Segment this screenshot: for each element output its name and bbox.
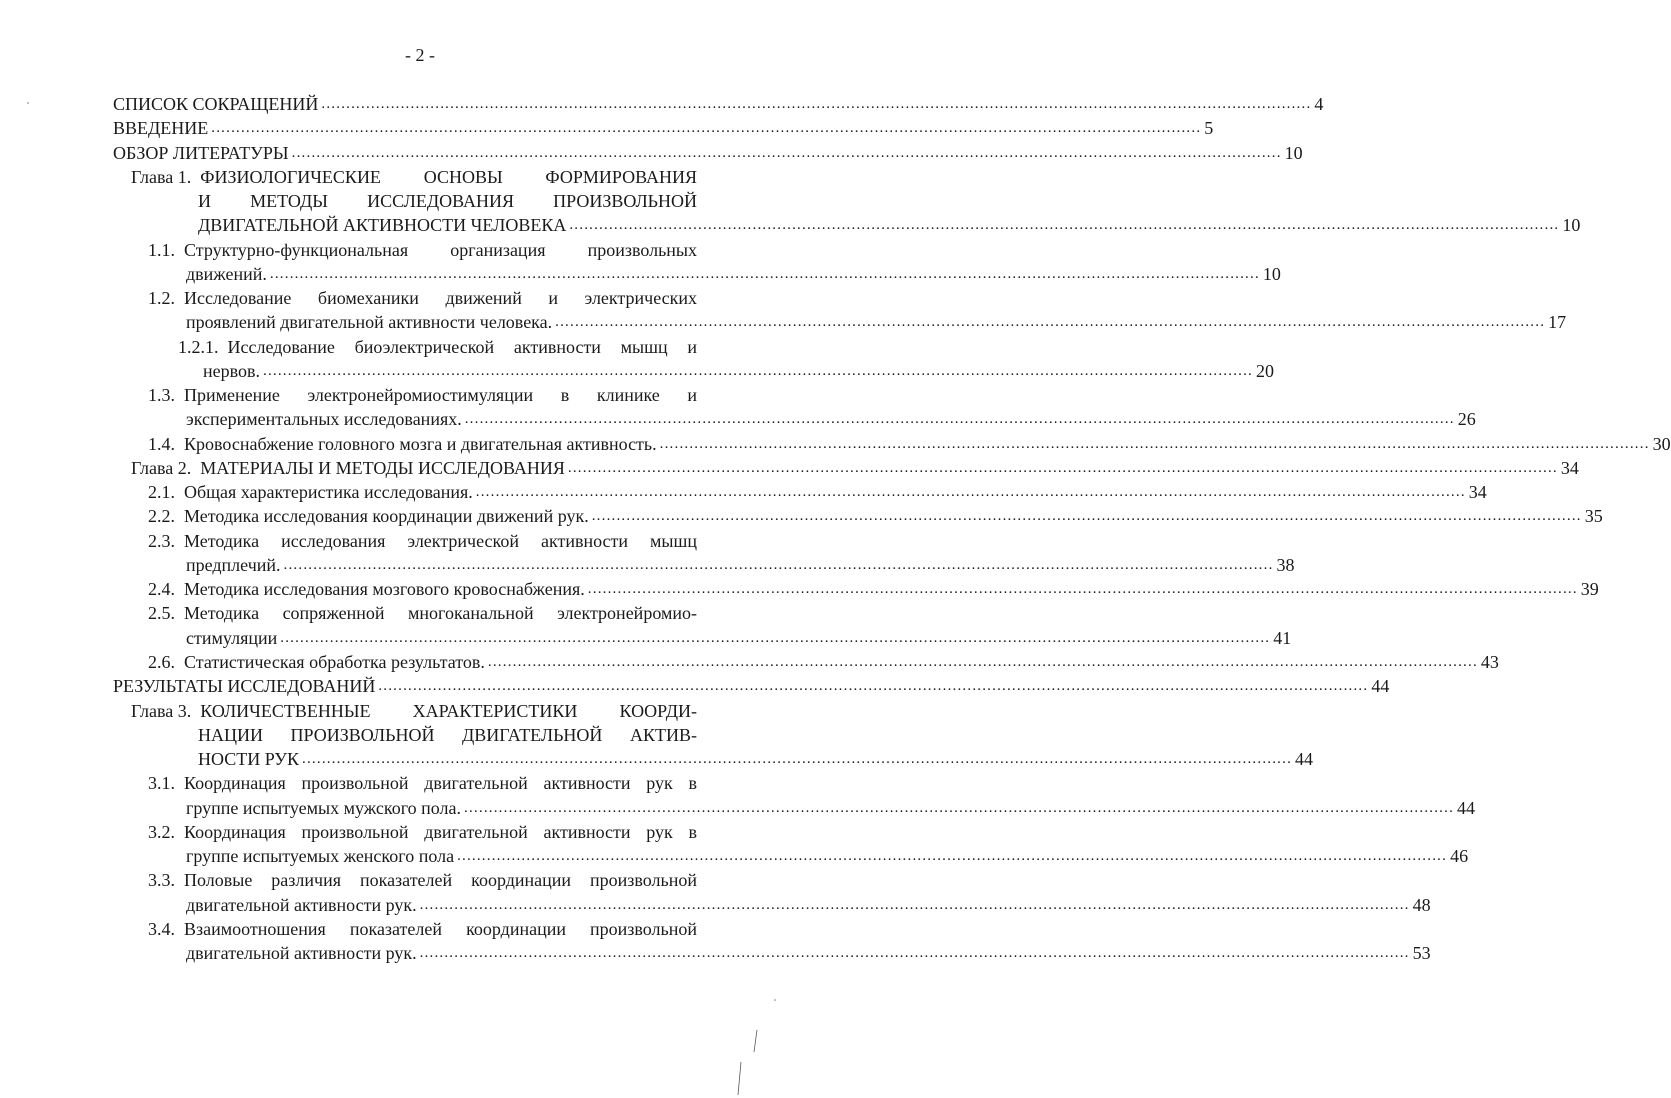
toc-page-number: 41: [1273, 627, 1292, 648]
toc-entry-number: 2.4.: [148, 579, 175, 600]
toc-entry-title: Методика сопряженной многоканальной электронейромио-: [184, 603, 697, 624]
toc-entry-number: 3.2.: [148, 821, 175, 842]
dot-leader: ........................................................................................................................................................................................................: [569, 217, 1560, 234]
toc-page-number: 30: [1652, 433, 1671, 454]
dot-leader: ........................................................................................................................................................................................................: [378, 678, 1369, 695]
dot-leader: ........................................................................................................................................................................................................: [555, 314, 1546, 331]
toc-page-number: 46: [1450, 846, 1469, 867]
dot-leader: ........................................................................................................................................................................................................: [487, 653, 1478, 670]
toc-entry-title: Методика исследования координации движений рук.: [184, 506, 589, 527]
toc-entry-title: Исследование биомеханики движений и электрических: [184, 288, 697, 309]
toc-entry-title: КОЛИЧЕСТВЕННЫЕ ХАРАКТЕРИСТИКИ КООРДИ-: [200, 700, 697, 721]
toc-entry-title: СПИСОК СОКРАЩЕНИЙ: [113, 94, 319, 114]
toc-page-number: 10: [1562, 215, 1581, 236]
toc-page-number: 39: [1580, 579, 1599, 600]
toc-entry-number: 2.1.: [148, 482, 175, 503]
toc-entry-number: 2.6.: [148, 651, 175, 672]
toc-page-number: 10: [1262, 263, 1281, 284]
scan-dot: [774, 999, 776, 1001]
toc-page-number: 34: [1468, 482, 1487, 503]
scan-dot: [27, 102, 29, 104]
toc-entry-number: 1.1.: [148, 239, 175, 260]
dot-leader: ........................................................................................................................................................................................................: [419, 896, 1410, 913]
toc-entry-title: Структурно-функциональная организация произвольных: [184, 239, 697, 260]
dot-leader: ........................................................................................................................................................................................................: [457, 848, 1448, 865]
toc-page-number: 44: [1295, 749, 1314, 770]
dot-leader: ........................................................................................................................................................................................................: [280, 629, 1271, 646]
toc-entry-title: Половые различия показателей координации произвольной: [184, 870, 697, 891]
dot-leader: ........................................................................................................................................................................................................: [464, 411, 1455, 428]
dot-leader: ........................................................................................................................................................................................................: [321, 96, 1312, 112]
toc-entry-title: НОСТИ РУК: [198, 749, 300, 770]
dot-leader: ........................................................................................................................................................................................................: [263, 362, 1253, 379]
toc-entry-title: группе испытуемых женского пола: [186, 846, 455, 867]
dot-leader: ........................................................................................................................................................................................................: [291, 144, 1282, 161]
toc-entry-title: НАЦИИ ПРОИЗВОЛЬНОЙ ДВИГАТЕЛЬНОЙ АКТИВ-: [198, 724, 697, 745]
toc-entry-title: Статистическая обработка результатов.: [184, 651, 485, 672]
toc-entry-title: Кровоснабжение головного мозга и двигательная активность.: [184, 433, 657, 454]
toc-entry-title: Координация произвольной двигательной активности рук в: [184, 773, 697, 794]
toc-entry-title: стимуляции: [186, 627, 278, 648]
toc-page-number: 26: [1457, 409, 1476, 430]
toc-entry-number: 2.2.: [148, 506, 175, 527]
dot-leader: ........................................................................................................................................................................................................: [464, 799, 1455, 816]
toc-entry-number: 3.3.: [148, 870, 175, 891]
toc-page-number: 5: [1204, 118, 1214, 139]
toc-entry-number: 2.3.: [148, 530, 175, 551]
toc-entry-title: РЕЗУЛЬТАТЫ ИССЛЕДОВАНИЙ: [113, 676, 376, 697]
toc-page-number: 4: [1314, 94, 1324, 114]
dot-leader: ........................................................................................................................................................................................................: [475, 484, 1466, 501]
toc-entry-title: предплечий.: [186, 554, 281, 575]
toc-entry-title: движений.: [186, 263, 267, 284]
toc-entry-number: 1.2.1.: [178, 336, 219, 357]
toc-page-number: 34: [1560, 457, 1579, 478]
toc-page-number: 35: [1584, 506, 1603, 527]
toc-page-number: 17: [1548, 312, 1567, 333]
dot-leader: ........................................................................................................................................................................................................: [567, 459, 1558, 476]
toc-entry-title: И МЕТОДЫ ИССЛЕДОВАНИЯ ПРОИЗВОЛЬНОЙ: [198, 191, 697, 212]
scan-stroke: [738, 1062, 741, 1095]
toc-entry-number: Глава 1.: [131, 166, 192, 187]
toc-page-number: 44: [1371, 676, 1390, 697]
toc-page-number: 20: [1256, 360, 1274, 381]
toc-entry-title: двигательной активности рук.: [186, 894, 417, 915]
toc-entry-number: 2.5.: [148, 603, 175, 624]
toc-entry-title: ФИЗИОЛОГИЧЕСКИЕ ОСНОВЫ ФОРМИРОВАНИЯ: [200, 166, 697, 187]
toc-entry-title: Исследование биоэлектрической активности мышц и: [227, 336, 697, 357]
toc-entry-title: Методика исследования электрической активности мышц: [184, 530, 697, 551]
toc-entry-number: 3.1.: [148, 773, 175, 794]
toc-page-number: 43: [1480, 651, 1499, 672]
dot-leader: ........................................................................................................................................................................................................: [211, 120, 1202, 137]
scan-stroke: [754, 1030, 757, 1052]
toc-entry-title: Координация произвольной двигательной активности рук в: [184, 821, 697, 842]
toc-entry-number: 1.4.: [148, 433, 175, 454]
toc-entry-title: ОБЗОР ЛИТЕРАТУРЫ: [113, 142, 289, 163]
toc-entry-title: МАТЕРИАЛЫ И МЕТОДЫ ИССЛЕДОВАНИЯ: [200, 457, 565, 478]
toc-entry-number: Глава 3.: [131, 700, 192, 721]
toc-entry-title: группе испытуемых мужского пола.: [186, 797, 462, 818]
toc-entry-title: нервов.: [203, 360, 260, 381]
toc-entry-title: Общая характеристика исследования.: [184, 482, 473, 503]
toc-entry-title: экспериментальных исследованиях.: [186, 409, 462, 430]
toc-entry-title: ДВИГАТЕЛЬНОЙ АКТИВНОСТИ ЧЕЛОВЕКА: [198, 215, 567, 236]
toc-entry-number: 3.4.: [148, 918, 175, 939]
dot-leader: ........................................................................................................................................................................................................: [269, 265, 1260, 282]
toc-page-number: 44: [1457, 797, 1476, 818]
toc-entry-number: Глава 2.: [131, 457, 192, 478]
scan-marks: [0, 0, 793, 1098]
dot-leader: ........................................................................................................................................................................................................: [659, 435, 1650, 452]
dot-leader: ........................................................................................................................................................................................................: [419, 945, 1410, 962]
toc-page-number: 38: [1276, 554, 1295, 575]
toc-page-number: 10: [1284, 142, 1303, 163]
toc-entry-title: проявлений двигательной активности человека.: [186, 312, 553, 333]
toc-entry-number: 1.3.: [148, 385, 175, 406]
dot-leader: ........................................................................................................................................................................................................: [283, 556, 1274, 573]
toc-entry-title: Применение электронейромиостимуляции в клинике и: [184, 385, 697, 406]
toc-entry-title: ВВЕДЕНИЕ: [113, 118, 209, 139]
dot-leader: ........................................................................................................................................................................................................: [302, 751, 1293, 768]
toc-entry-number: 1.2.: [148, 288, 175, 309]
toc-page-number: 48: [1412, 894, 1431, 915]
toc-page-number: 53: [1412, 943, 1431, 964]
toc-entry-title: Методика исследования мозгового кровоснабжения.: [184, 579, 585, 600]
page-number: - 2 -: [405, 45, 435, 65]
toc-entry-title: двигательной активности рук.: [186, 943, 417, 964]
toc-entry-title: Взаимоотношения показателей координации произвольной: [184, 918, 697, 939]
dot-leader: ........................................................................................................................................................................................................: [591, 508, 1582, 525]
dot-leader: ........................................................................................................................................................................................................: [587, 581, 1578, 598]
